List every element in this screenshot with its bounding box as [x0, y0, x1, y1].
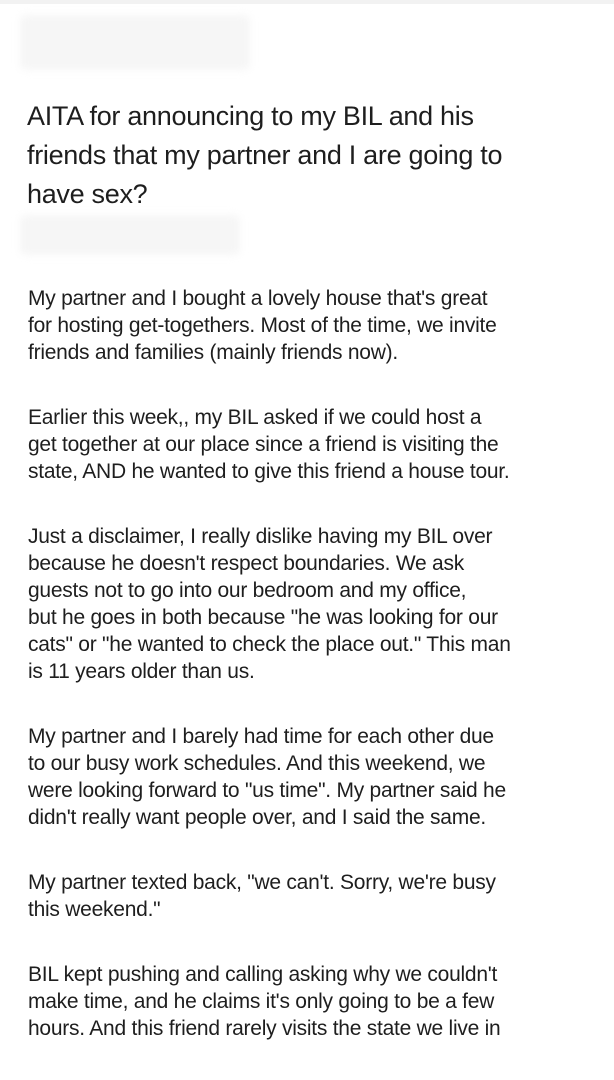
body-line: didn't really want people over, and I said the same.: [28, 806, 486, 829]
title-line: have sex?: [27, 179, 148, 209]
top-edge: [0, 0, 614, 4]
body-line: My partner and I bought a lovely house that's great: [28, 287, 488, 310]
body-line: My partner texted back, "we can't. Sorry, we're busy: [28, 871, 496, 894]
post-title: [27, 97, 607, 214]
body-line: this weekend.": [28, 898, 161, 921]
body-line: because he doesn't respect boundaries. We ask: [28, 552, 464, 575]
body-paragraph: [28, 523, 614, 685]
body-line: cats" or "he wanted to check the place out." This man: [28, 633, 511, 656]
body-paragraph: [28, 869, 614, 923]
body-line: friends and families (mainly friends now).: [28, 341, 398, 364]
title-line: AITA for announcing to my BIL and his: [27, 101, 474, 131]
body-line: make time, and he claims it's only going to be a few: [28, 990, 495, 1013]
body-paragraph: [28, 404, 614, 485]
body-line: to our busy work schedules. And this weekend, we: [28, 752, 486, 775]
title-line: friends that my partner and I are going to: [27, 140, 503, 170]
body-line: My partner and I barely had time for each other due: [28, 725, 494, 748]
body-line: for hosting get-togethers. Most of the time, we invite: [28, 314, 497, 337]
body-line: hours. And this friend rarely visits the state we live in: [28, 1017, 501, 1040]
blurred-header: [20, 15, 250, 70]
body-line: BIL kept pushing and calling asking why we couldn't: [28, 963, 498, 986]
body-line: is 11 years older than us.: [28, 660, 255, 683]
body-line: were looking forward to "us time". My partner said he: [28, 779, 506, 802]
post-body: [28, 285, 614, 1080]
body-paragraph: [28, 961, 614, 1042]
body-line: state, AND he wanted to give this friend a house tour.: [28, 460, 510, 483]
body-line: but he goes in both because "he was looking for our: [28, 606, 498, 629]
body-paragraph: [28, 285, 614, 366]
body-line: Earlier this week,, my BIL asked if we could host a: [28, 406, 482, 429]
body-line: Just a disclaimer, I really dislike having my BIL over: [28, 525, 493, 548]
body-line: get together at our place since a friend is visiting the: [28, 433, 499, 456]
body-line: guests not to go into our bedroom and my office,: [28, 579, 467, 602]
blurred-meta: [20, 215, 240, 255]
body-paragraph: [28, 723, 614, 831]
